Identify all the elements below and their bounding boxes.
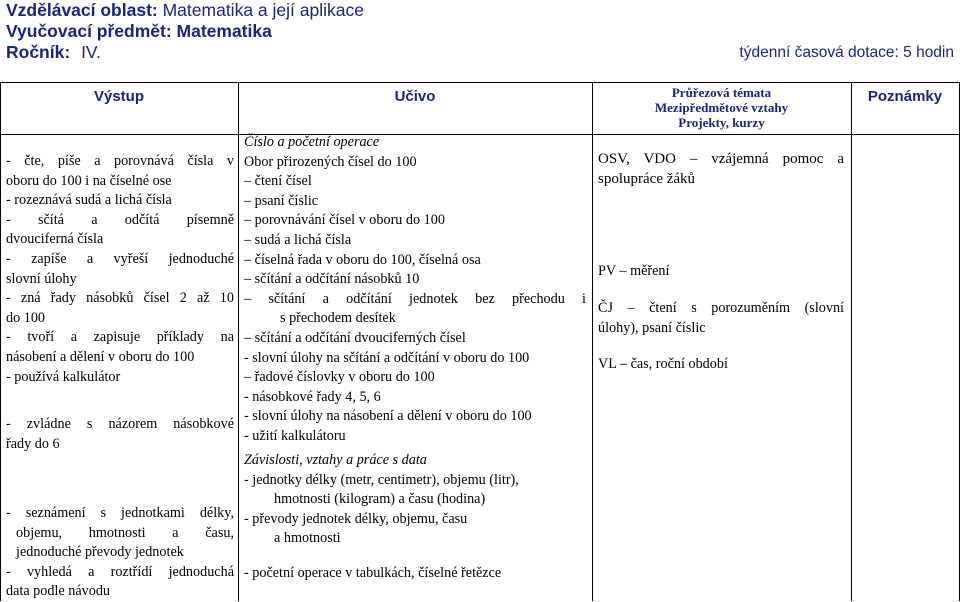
- col-header-content: Učivo: [394, 88, 436, 105]
- output-line: data podle návodu: [6, 583, 111, 600]
- content-item: – sčítání a odčítání jednotek bez přechodu i: [244, 290, 586, 307]
- content-item: – sčítání a odčítání násobků 10: [244, 271, 420, 288]
- grade-line: [6, 42, 101, 62]
- output-line: - zapíše a vyřeší jednoduché: [6, 250, 234, 267]
- output-line: jednoduché převody jednotek: [16, 544, 184, 561]
- output-line: - zná řady násobků čísel 2 až 10: [6, 290, 234, 307]
- output-line: - zvládne s názorem násobkové: [6, 416, 234, 432]
- output-column: [6, 152, 234, 387]
- subject-label: Vyučovací předmět: Matematika: [6, 21, 272, 41]
- content-item: - násobkové řady 4, 5, 6: [244, 388, 381, 405]
- topics-column-2: [598, 262, 844, 282]
- topic-line: VL – čas, roční období: [598, 356, 728, 372]
- content-item: a hmotnosti: [274, 530, 341, 547]
- content-item: - početní operace v tabulkách, číselné řetězce: [244, 565, 502, 581]
- content-item: - slovní úlohy na násobení a dělení v oboru do 100: [244, 408, 532, 425]
- topic-line: PV – měření: [598, 263, 670, 279]
- output-line: - sčítá a odčítá písemně: [6, 211, 234, 228]
- content-item: - jednotky délky (metr, centimetr), objemu (litr),: [244, 471, 519, 488]
- content-item: – sčítání a odčítání dvouciferných čísel: [244, 329, 466, 346]
- output-line: dvouciferná čísla: [6, 231, 104, 248]
- content-column-3: [244, 564, 586, 584]
- content-item: – sudá a lichá čísla: [244, 231, 352, 248]
- area-value: Matematika a její aplikace: [162, 0, 364, 20]
- table-left-border: [0, 82, 1, 601]
- col-divider-3: [851, 82, 852, 601]
- content-item: - slovní úlohy na sčítání a odčítání v oboru do 100: [244, 349, 530, 366]
- content-item: – řadové číslovky v oboru do 100: [244, 369, 435, 386]
- topic-line: spolupráce žáků: [598, 170, 696, 187]
- output-line: - rozeznává sudá a lichá čísla: [6, 192, 172, 209]
- content-item: hmotnosti (kilogram) a času (hodina): [274, 491, 486, 508]
- output-line: násobení a dělení v oboru do 100: [6, 348, 195, 365]
- content-column-2: [244, 451, 586, 549]
- subject-line: [6, 21, 272, 41]
- topic-line: ČJ – čtení s porozuměním (slovní: [598, 300, 844, 316]
- weekly-hours: týdenní časová dotace: 5 hodin: [739, 44, 954, 61]
- output-line: - vyhledá a roztřídí jednoduchá: [6, 563, 234, 580]
- col-header-topics-1: Průřezová témata: [671, 85, 772, 100]
- content-column: [244, 133, 586, 447]
- grade-label: Ročník:: [6, 42, 71, 62]
- content-item: s přechodem desítek: [280, 310, 396, 327]
- topic-line: OSV, VDO – vzájemná pomoc a: [598, 151, 844, 167]
- output-line: objemu, hmotnosti a času,: [16, 524, 234, 541]
- grade-value: IV.: [81, 42, 101, 62]
- content-item: – porovnávání čísel v oboru do 100: [244, 212, 445, 229]
- section-title: Číslo a početní operace: [244, 134, 380, 150]
- content-item: - převody jednotek délky, objemu, času: [244, 510, 468, 527]
- col-header-topics-2: Mezipředmětové vztahy: [654, 100, 789, 115]
- topics-column: [598, 150, 844, 189]
- output-line: - tvoří a zapisuje příklady na: [6, 329, 234, 346]
- area-line: [6, 0, 364, 20]
- topic-line: úlohy), psaní číslic: [598, 319, 706, 336]
- output-line: řady do 6: [6, 435, 60, 452]
- col-header-notes: Poznámky: [867, 88, 943, 105]
- output-line: do 100: [6, 309, 46, 326]
- section-intro: Obor přirozených čísel do 100: [244, 153, 417, 170]
- col-divider-1: [238, 82, 239, 601]
- output-line: - seznámení s jednotkami délky,: [6, 505, 234, 521]
- col-header-topics: [592, 85, 851, 130]
- col-divider-2: [592, 82, 593, 601]
- col-header-topics-3: Projekty, kurzy: [678, 115, 765, 130]
- topics-column-4: [598, 355, 844, 375]
- output-line: - čte, píše a porovnává čísla v: [6, 153, 234, 169]
- output-line: oboru do 100 i na číselné ose: [6, 172, 172, 189]
- output-column-2: [6, 415, 234, 454]
- col-header-output: Výstup: [93, 88, 144, 105]
- section-title: Závislosti, vztahy a práce s data: [244, 452, 427, 468]
- output-line: slovní úlohy: [6, 270, 77, 287]
- content-item: - užití kalkulátoru: [244, 427, 346, 444]
- area-label: Vzdělávací oblast:: [6, 0, 158, 20]
- content-item: – čtení čísel: [244, 173, 312, 190]
- topics-column-3: [598, 299, 844, 338]
- output-line: - používá kalkulátor: [6, 368, 121, 385]
- content-item: – číselná řada v oboru do 100, číselná osa: [244, 251, 481, 268]
- output-column-3: [6, 504, 234, 602]
- content-item: – psaní číslic: [244, 192, 319, 209]
- table-top-border: [0, 82, 960, 83]
